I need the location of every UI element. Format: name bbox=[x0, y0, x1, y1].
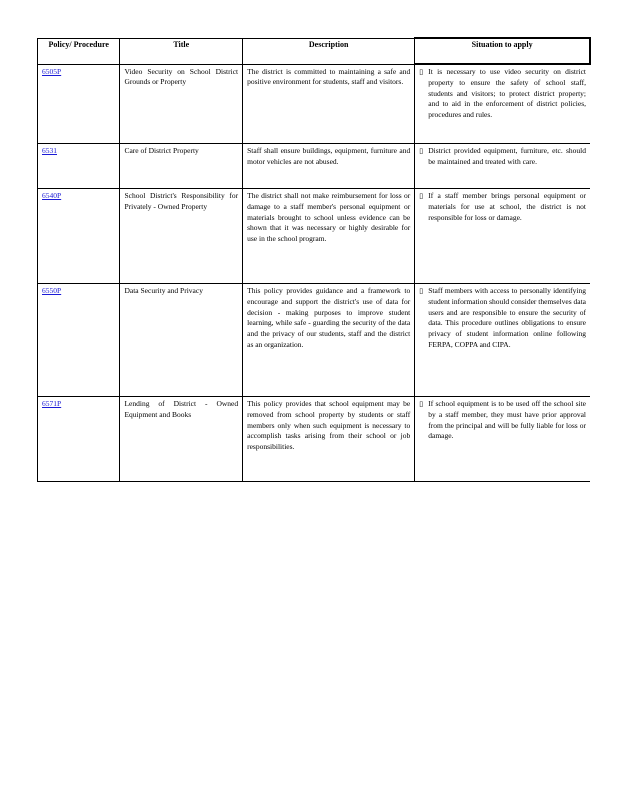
situation-text: District provided equipment, furniture, etc. should be maintained and treated with care. bbox=[428, 146, 586, 166]
policy-link[interactable]: 6531 bbox=[42, 146, 57, 155]
bullet-icon: ▯ bbox=[419, 147, 424, 155]
bullet-icon: ▯ bbox=[419, 400, 424, 408]
policy-cell bbox=[38, 397, 120, 482]
bullet-icon: ▯ bbox=[419, 192, 424, 200]
title-cell: School District's Responsibility for Privately - Owned Property bbox=[120, 189, 243, 284]
bullet-icon: ▯ bbox=[419, 68, 424, 76]
situation-cell bbox=[415, 189, 590, 284]
table-row bbox=[38, 144, 591, 189]
situation-cell bbox=[415, 144, 590, 189]
situation-text: If school equipment is to be used off the school site by a staff member, they must have prior approval from the principal and will be fully liable for loss or damage. bbox=[428, 399, 586, 441]
policy-cell bbox=[38, 64, 120, 144]
policy-link[interactable]: 6505P bbox=[42, 66, 62, 76]
situation-text: Staff members with access to personally identifying student information should consider themselves data users and are responsible to ensure the security of data. This procedure outlines obligations to ensure privacy of student information online following FERPA, COPPA and CIPA. bbox=[428, 286, 586, 349]
header-description: Description bbox=[243, 38, 415, 64]
policy-link[interactable]: 6571P bbox=[42, 399, 62, 408]
bullet-icon: ▯ bbox=[419, 287, 424, 295]
header-title: Title bbox=[120, 38, 243, 64]
situation-cell bbox=[415, 64, 590, 144]
table-row bbox=[38, 64, 591, 144]
header-situation: Situation to apply bbox=[415, 38, 590, 64]
title-cell: Lending of District - Owned Equipment and Books bbox=[120, 397, 243, 482]
description-cell: Staff shall ensure buildings, equipment, furniture and motor vehicles are not abused. bbox=[243, 144, 415, 189]
description-cell: This policy provides that school equipment may be removed from school property by students or staff members only when such equipment is necessary to accomplish tasks arising from their school or job responsibilities. bbox=[243, 397, 415, 482]
policy-link[interactable]: 6540P bbox=[42, 191, 62, 200]
situation-cell bbox=[415, 284, 590, 397]
situation-text: It is necessary to use video security on district property to ensure the safety of school staff, students and visitors; to protect district property; and to aid in the enforcement of district policies, procedures and rules. bbox=[428, 67, 586, 120]
policy-cell bbox=[38, 189, 120, 284]
description-cell: This policy provides guidance and a framework to encourage and support the district's use of data for decision - making purposes to improve student learning, while safe - guarding the security of the data and the privacy of our students, staff and the district as an organization. bbox=[243, 284, 415, 397]
policy-link[interactable]: 6550P bbox=[42, 286, 62, 295]
situation-text: If a staff member brings personal equipment or materials for use at school, the district is not responsible for loss or damage. bbox=[428, 191, 586, 222]
description-cell: The district is committed to maintaining a safe and positive environment for students, staff and visitors. bbox=[243, 64, 415, 144]
table-row bbox=[38, 284, 591, 397]
title-cell: Data Security and Privacy bbox=[120, 284, 243, 397]
header-policy: Policy/ Procedure bbox=[38, 38, 120, 64]
policy-cell bbox=[38, 144, 120, 189]
table-row bbox=[38, 189, 591, 284]
policy-table bbox=[37, 37, 591, 482]
title-cell: Video Security on School District Grounds or Property bbox=[120, 64, 243, 144]
policy-cell bbox=[38, 284, 120, 397]
title-cell: Care of District Property bbox=[120, 144, 243, 189]
table-header-row bbox=[38, 38, 591, 64]
description-cell: The district shall not make reimbursement for loss or damage to a staff member's personal equipment or materials brought to school unless evidence can be shown that it was necessary or highly desirable for use in the school program. bbox=[243, 189, 415, 284]
situation-cell bbox=[415, 397, 590, 482]
table-row bbox=[38, 397, 591, 482]
